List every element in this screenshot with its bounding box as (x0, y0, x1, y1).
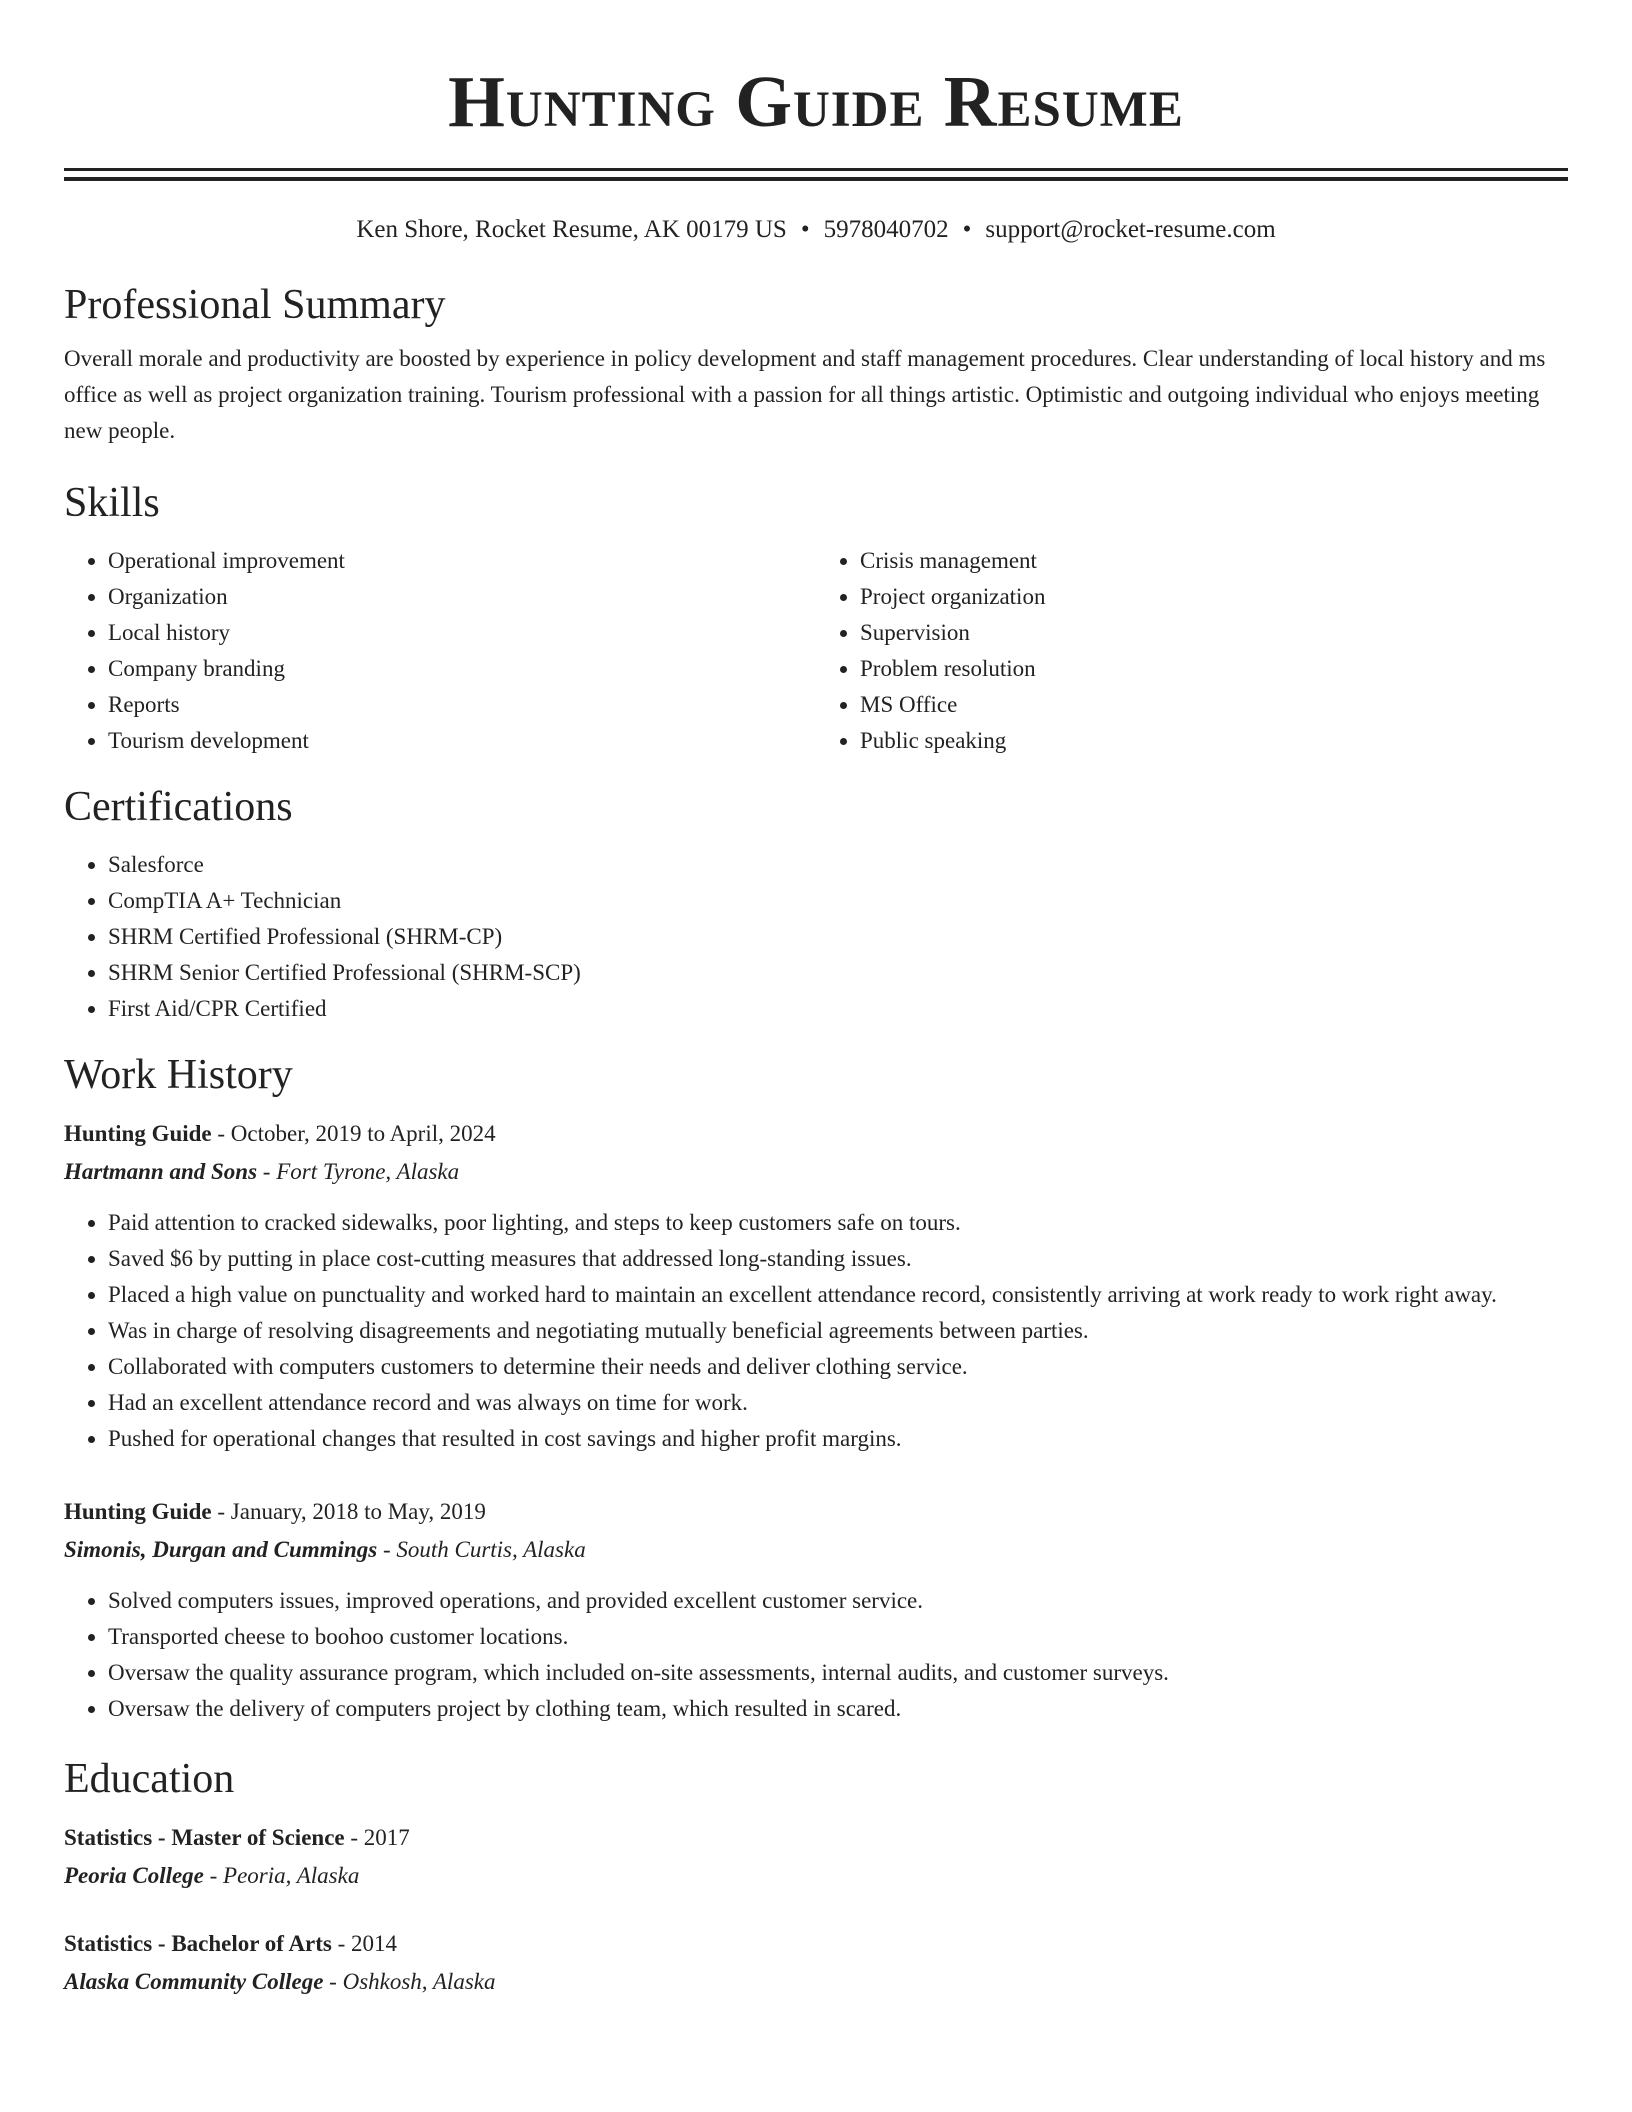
job-employer (64, 1531, 1568, 1569)
skill-item: • Operational improvement (108, 543, 816, 579)
skill-item: • Crisis management (860, 543, 1568, 579)
job-employer (64, 1153, 1568, 1191)
skills-columns (64, 543, 1568, 759)
job-bullet: • Saved $6 by putting in place cost-cutting measures that addressed long-standing issues. (108, 1241, 1568, 1277)
skill-item: • Local history (108, 615, 816, 651)
skill-item: • Project organization (860, 579, 1568, 615)
job-entry (64, 1493, 1568, 1727)
professional-summary-section (64, 279, 1568, 449)
job-bullet: • Had an excellent attendance record and was always on time for work. (108, 1385, 1568, 1421)
certifications-section (64, 781, 1568, 1027)
skill-item: • Supervision (860, 615, 1568, 651)
job-title: Hunting Guide (64, 1121, 212, 1146)
title-divider-bottom (64, 177, 1568, 181)
job-bullet: • Transported cheese to boohoo customer locations. (108, 1619, 1568, 1655)
section-heading-certifications: Certifications (64, 784, 293, 830)
section-heading-education: Education (64, 1756, 235, 1802)
job-location: - South Curtis, Alaska (377, 1537, 586, 1562)
skill-item: • MS Office (860, 687, 1568, 723)
job-bullet: • Solved computers issues, improved operations, and provided excellent customer service. (108, 1583, 1568, 1619)
contact-separator: • (962, 216, 972, 243)
job-company: Hartmann and Sons (64, 1159, 258, 1184)
education-institution (64, 1963, 1568, 2001)
job-header (64, 1493, 1568, 1531)
job-dates: - October, 2019 to April, 2024 (211, 1121, 496, 1146)
section-heading-work-history: Work History (64, 1052, 293, 1098)
education-degree: Statistics - Master of Science (64, 1825, 345, 1850)
job-entry (64, 1115, 1568, 1457)
education-school: Peoria College (64, 1863, 204, 1888)
contact-separator: • (800, 216, 810, 243)
job-title: Hunting Guide (64, 1499, 212, 1524)
job-bullets (64, 1205, 1568, 1457)
contact-address: Ken Shore, Rocket Resume, AK 00179 US (356, 216, 787, 243)
title-divider-top (64, 168, 1568, 171)
contact-line (64, 213, 1568, 247)
certifications-list (64, 847, 1568, 1027)
job-bullets (64, 1583, 1568, 1727)
education-entry (64, 1819, 1568, 1895)
skills-list-right (816, 543, 1568, 759)
summary-text: Overall morale and productivity are boosted by experience in policy development and staff management procedures. Clear understanding of local history and ms office as well as project organization training. Tourism professional with a passion for all things artistic. Optimistic and outgoing individual who enjoys meeting new people. (64, 346, 1546, 443)
education-location: - Oshkosh, Alaska (323, 1969, 496, 1994)
job-dates: - January, 2018 to May, 2019 (211, 1499, 486, 1524)
skills-section (64, 477, 1568, 759)
skill-item: • Organization (108, 579, 816, 615)
education-year: - 2014 (331, 1931, 398, 1956)
contact-phone: 5978040702 (823, 216, 949, 243)
education-header (64, 1819, 1568, 1857)
job-bullet: • Was in charge of resolving disagreements and negotiating mutually beneficial agreements between parties. (108, 1313, 1568, 1349)
education-entry (64, 1925, 1568, 2001)
work-history-section (64, 1049, 1568, 1727)
education-location: - Peoria, Alaska (203, 1863, 360, 1888)
education-header (64, 1925, 1568, 1963)
job-bullet: • Collaborated with computers customers to determine their needs and deliver clothing service. (108, 1349, 1568, 1385)
contact-email: support@rocket-resume.com (985, 216, 1276, 243)
certification-item: • First Aid/CPR Certified (108, 991, 1568, 1027)
education-year: - 2017 (344, 1825, 410, 1850)
job-bullet: • Oversaw the delivery of computers project by clothing team, which resulted in scared. (108, 1691, 1568, 1727)
education-institution (64, 1857, 1568, 1895)
skill-item: • Company branding (108, 651, 816, 687)
page-title: Hunting Guide Resume (448, 61, 1184, 142)
skill-item: • Public speaking (860, 723, 1568, 759)
job-bullet: • Pushed for operational changes that resulted in cost savings and higher profit margins. (108, 1421, 1568, 1457)
education-section (64, 1753, 1568, 2001)
certification-item: • SHRM Senior Certified Professional (SHRM-SCP) (108, 955, 1568, 991)
certification-item: • SHRM Certified Professional (SHRM-CP) (108, 919, 1568, 955)
job-bullet: • Oversaw the quality assurance program, which included on-site assessments, internal audits, and customer surveys. (108, 1655, 1568, 1691)
job-bullet: • Paid attention to cracked sidewalks, poor lighting, and steps to keep customers safe on tours. (108, 1205, 1568, 1241)
certification-item: • CompTIA A+ Technician (108, 883, 1568, 919)
skill-item: • Tourism development (108, 723, 816, 759)
skills-list-left (64, 543, 816, 759)
education-degree: Statistics - Bachelor of Arts (64, 1931, 332, 1956)
section-heading-summary: Professional Summary (64, 282, 446, 328)
job-location: - Fort Tyrone, Alaska (257, 1159, 460, 1184)
skill-item: • Reports (108, 687, 816, 723)
job-bullet: • Placed a high value on punctuality and worked hard to maintain an excellent attendance record, consistently arriving at work ready to work right away. (108, 1277, 1568, 1313)
section-heading-skills: Skills (64, 480, 160, 526)
job-header (64, 1115, 1568, 1153)
education-school: Alaska Community College (64, 1969, 324, 1994)
skill-item: • Problem resolution (860, 651, 1568, 687)
job-company: Simonis, Durgan and Cummings (64, 1537, 378, 1562)
certification-item: • Salesforce (108, 847, 1568, 883)
